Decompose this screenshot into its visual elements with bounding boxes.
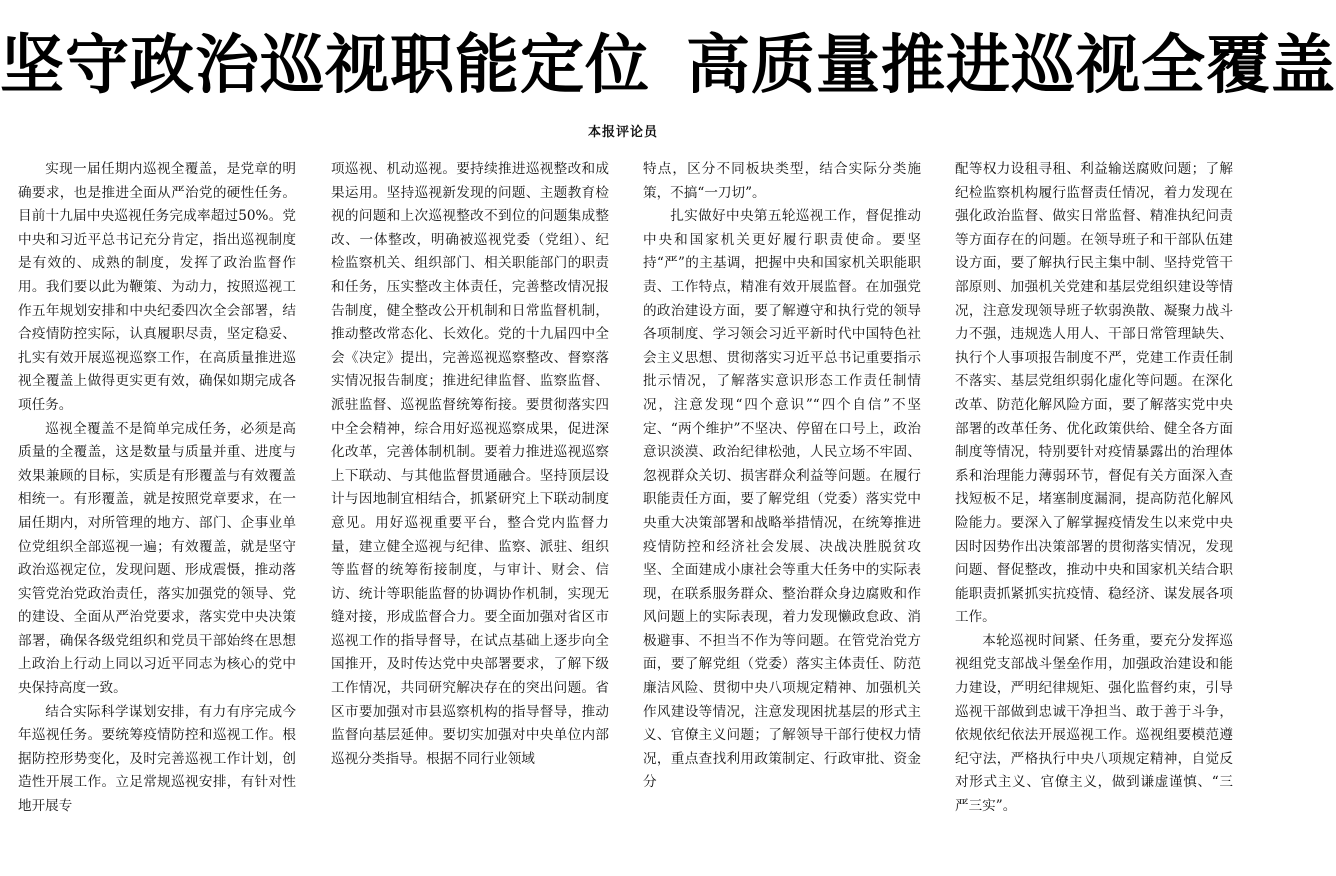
paragraph: 实现一届任期内巡视全覆盖，是党章的明确要求，也是推进全面从严治党的硬性任务。目前十九届中央巡视任务完成率超过50%。党中央和习近平总书记充分肯定，指出巡视制度是有效的、成熟的制度，发挥了政治监督作用。我们要以此为鞭策、为动力，按照巡视工作五年规划安排和中央纪委四次全会部署，结合疫情防控实际，认真履职尽责，坚定稳妥、扎实有效开展巡视巡察工作，在高质量推进巡视全覆盖上做得更实更有效，确保如期完成各项任务。 (18, 161, 296, 413)
headline (0, 26, 1336, 106)
paragraph: 结合实际科学谋划安排，有力有序完成今年巡视任务。要统筹疫情防控和巡视工作。根据防控形势变化，及时完善巡视工作计划，创造性开展工作。立足常规巡视安排，有针对性地开展专 (18, 703, 296, 815)
headline-part-2: 高质量推进巡视全覆盖 (686, 29, 1336, 103)
article-column-4 (955, 158, 1233, 819)
paragraph: 巡视全覆盖不是简单完成任务，必须是高质量的全覆盖，这是数量与质量并重、进度与效果兼顾的目标，实质是有形覆盖与有效覆盖相统一。有形覆盖，就是按照党章要求，在一届任期内，对所管理的地方、部门、企事业单位党组织全部巡视一遍；有效覆盖，就是坚守政治巡视定位，发现问题、形成震慑，推动落实管党治党政治责任，落实加强党的领导、党的建设、全面从严治党要求，落实党中央决策部署，确保各级党组织和党员干部始终在思想上政治上行动上同以习近平同志为核心的党中央保持高度一致。 (18, 420, 296, 697)
paragraph: 扎实做好中央第五轮巡视工作，督促推动中央和国家机关更好履行职责使命。要坚持“严”的主基调，把握中央和国家机关职能职责、工作特点，精准有效开展监督。在加强党的政治建设方面，要了解遵守和执行党的领导各项制度、学习领会习近平新时代中国特色社会主义思想、贯彻落实习近平总书记重要指示批示情况，了解落实意识形态工作责任制情况，注意发现“四个意识”“四个自信”不坚定、“两个维护”不坚决、停留在口号上，政治意识淡漠、政治纪律松弛，人民立场不牢固、忽视群众关切、损害群众利益等问题。在履行职能责任方面，要了解党组（党委）落实党中央重大决策部署和战略举措情况，在统筹推进疫情防控和经济社会发展、决战决胜脱贫攻坚、全面建成小康社会等重大任务中的实际表现，在联系服务群众、整治群众身边腐败和作风问题上的实际表现，着力发现懒政怠政、消极避事、不担当不作为等问题。在管党治党方面，要了解党组（党委）落实主体责任、防范廉洁风险、贯彻中央八项规定精神、加强机关作风建设等情况，注意发现困扰基层的形式主义、官僚主义问题；了解领导干部行使权力情况，重点查找利用政策制定、行政审批、资金分 (643, 208, 921, 791)
byline: 本报评论员 (587, 125, 658, 140)
paragraph: 项巡视、机动巡视。要持续推进巡视整改和成果运用。坚持巡视新发现的问题、主题教育检视的问题和上次巡视整改不到位的问题集成整改、一体整改，明确被巡视党委（党组）、纪检监察机关、组织部门、相关职能部门的职责和任务，压实整改主体责任，完善整改情况报告制度，健全整改公开机制和日常监督机制，推动整改常态化、长效化。党的十九届四中全会《决定》提出，完善巡视巡察整改、督察落实情况报告制度；推进纪律监督、监察监督、派驻监督、巡视监督统筹衔接。要贯彻落实四中全会精神，综合用好巡视巡察成果，促进深化改革，完善体制机制。要着力推进巡视巡察上下联动、与其他监督贯通融合。坚持顶层设计与因地制宜相结合，抓紧研究上下联动制度意见。用好巡视重要平台，整合党内监督力量，建立健全巡视与纪律、监察、派驻、组织等监督的统筹衔接制度，与审计、财会、信访、统计等职能监督的协调协作机制，实现无缝对接，形成监督合力。要全面加强对省区市巡视工作的指导督导，在试点基础上逐步向全国推开，及时传达党中央部署要求，了解下级工作情况，共同研究解决存在的突出问题。省区市要加强对市县巡察机构的指导督导，推动监督向基层延伸。要切实加强对中央单位内部巡视分类指导。根据不同行业领域 (331, 161, 609, 767)
article-column-3 (643, 158, 921, 795)
article-column-2 (331, 158, 609, 771)
paragraph: 特点，区分不同板块类型，结合实际分类施策，不搞“一刀切”。 (643, 161, 921, 201)
article-column-1 (18, 158, 296, 819)
paragraph: 配等权力设租寻租、利益输送腐败问题；了解纪检监察机构履行监督责任情况，着力发现在强化政治监督、做实日常监督、精准执纪问责等方面存在的问题。在领导班子和干部队伍建设方面，要了解执行民主集中制、坚持党管干部原则、加强机关党建和基层党组织建设等情况，注意发现领导班子软弱涣散、凝聚力战斗力不强，违规选人用人、干部日常管理缺失、执行个人事项报告制度不严，党建工作责任制不落实、基层党组织弱化虚化等问题。在深化改革、防范化解风险方面，要了解落实党中央部署的改革任务、优化政策供给、健全各方面制度等情况，特别要针对疫情暴露出的治理体系和治理能力薄弱环节，督促有关方面深入查找短板不足，堵塞制度漏洞，提高防范化解风险能力。要深入了解掌握疫情发生以来党中央因时因势作出决策部署的贯彻落实情况，发现问题、督促整改，推动中央和国家机关结合职能职责抓紧抓实抗疫情、稳经济、谋发展各项工作。 (955, 161, 1233, 626)
headline-part-1: 坚守政治巡视职能定位 (0, 29, 650, 103)
paragraph: 本轮巡视时间紧、任务重，要充分发挥巡视组党支部战斗堡垒作用，加强政治建设和能力建设，严明纪律规矩、强化监督约束，引导巡视干部做到忠诚干净担当、敢于善于斗争，依规依纪依法开展巡视工作。巡视组要模范遵纪守法，严格执行中央八项规定精神，自觉反对形式主义、官僚主义，做到谦虚谨慎、“三严三实”。 (955, 632, 1233, 815)
